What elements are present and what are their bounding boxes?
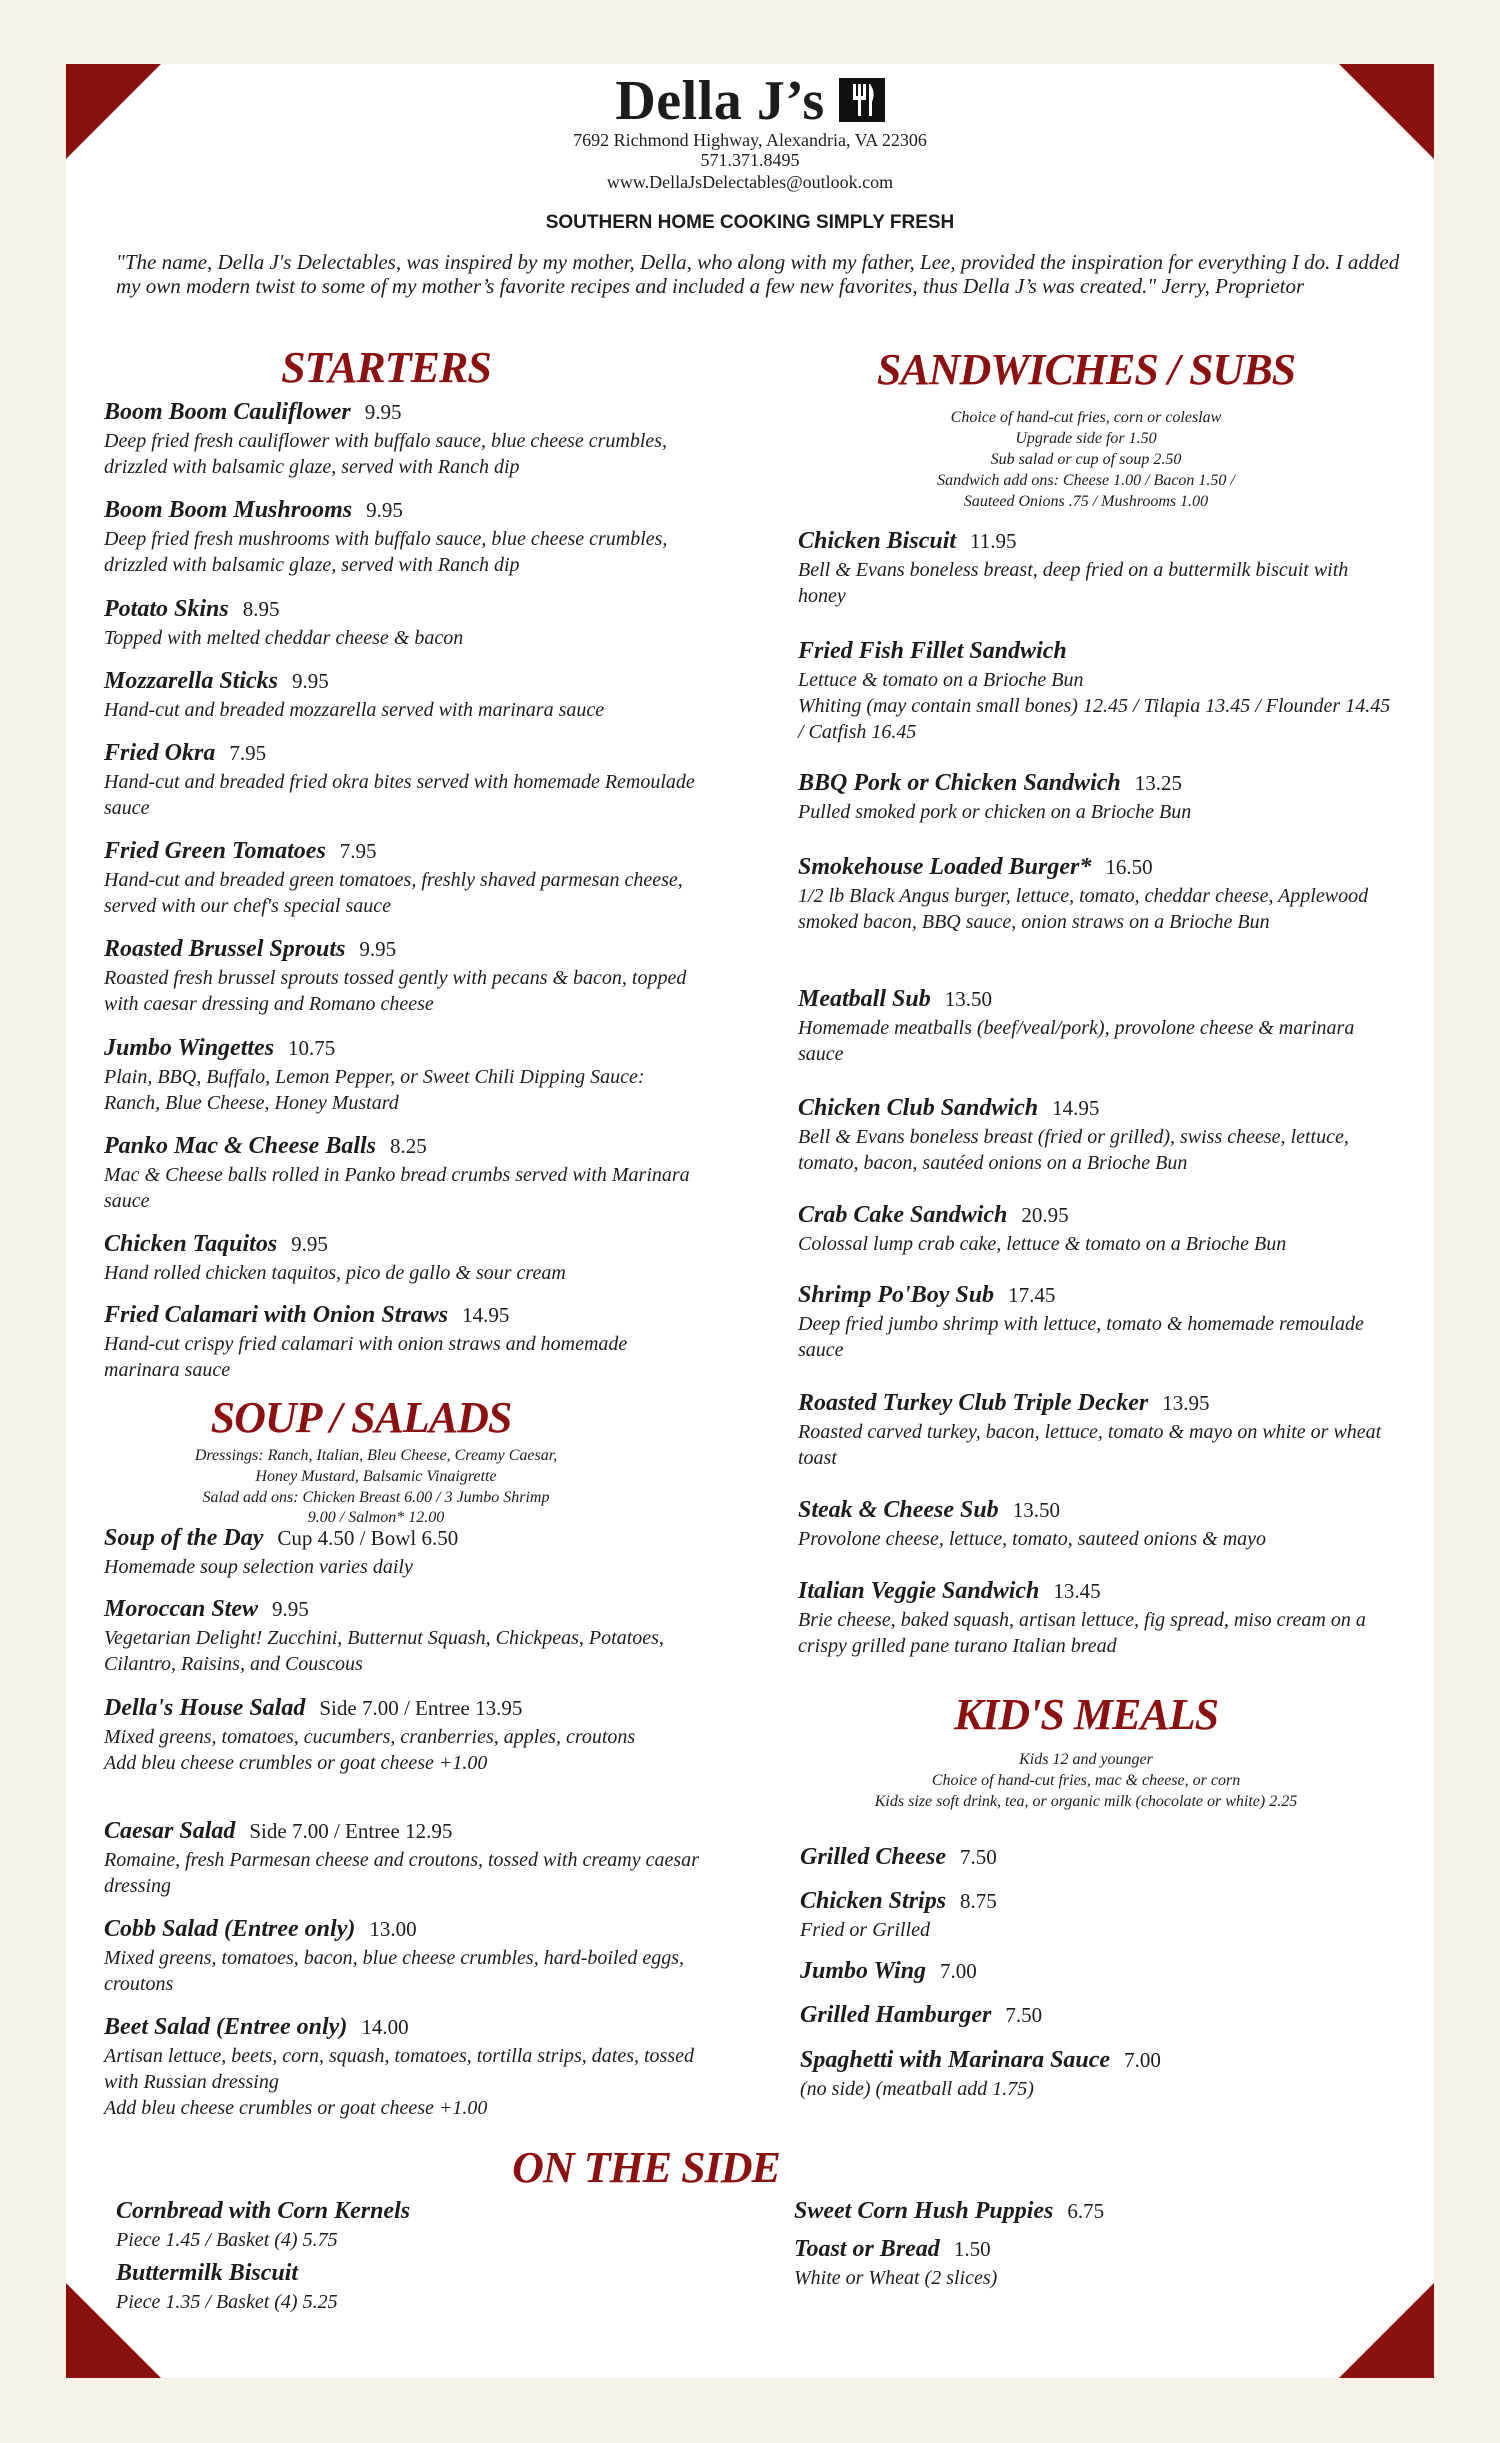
item-heading: [104, 838, 704, 867]
item-name: Italian Veggie Sandwich: [798, 1578, 1040, 1604]
item-description: Deep fried jumbo shrimp with lettuce, tomato & homemade remoulade sauce: [798, 1313, 1364, 1361]
item-name: Fried Calamari with Onion Straws: [104, 1302, 449, 1328]
kids-menu-item: [800, 1958, 1400, 1987]
starters-menu-item: [104, 838, 704, 919]
kids-menu-item: [800, 2047, 1400, 2102]
item-description: Mixed greens, tomatoes, bacon, blue cheese crumbles, hard-boiled eggs, croutons: [104, 1947, 685, 1995]
item-name: Steak & Cheese Sub: [798, 1497, 999, 1523]
starters-menu-item: [104, 1302, 704, 1383]
item-description: Piece 1.45 / Basket (4) 5.75: [116, 2229, 338, 2251]
menu-card: [66, 64, 1434, 2378]
item-heading: [104, 2014, 704, 2043]
item-description: Lettuce & tomato on a Brioche Bun: [798, 669, 1084, 691]
item-name: Soup of the Day: [104, 1525, 264, 1551]
item-name: Meatball Sub: [798, 986, 931, 1012]
item-name: Spaghetti with Marinara Sauce: [800, 2047, 1111, 2073]
starters-menu-item: [104, 936, 704, 1017]
item-description: Mac & Cheese balls rolled in Panko bread crumbs served with Marinara sauce: [104, 1164, 690, 1212]
item-name: Sweet Corn Hush Puppies: [794, 2198, 1054, 2224]
item-description: Homemade soup selection varies daily: [104, 1556, 413, 1578]
soups-section-title: SOUP / SALADS: [210, 1393, 512, 1442]
item-description: Hand rolled chicken taquitos, pico de gallo & sour cream: [104, 1262, 566, 1284]
item-name: Cornbread with Corn Kernels: [116, 2198, 411, 2224]
soups-menu-item: [104, 1818, 704, 1899]
item-price: 1.50: [953, 2237, 991, 2261]
sandwiches-menu-item: [798, 1578, 1398, 1659]
item-name: Boom Boom Cauliflower: [104, 399, 351, 425]
item-price: 14.95: [462, 1303, 510, 1327]
item-price: 13.50: [944, 987, 992, 1011]
item-extra: Add bleu cheese crumbles or goat cheese +1.00: [104, 2097, 488, 2119]
item-description: Roasted carved turkey, bacon, lettuce, tomato & mayo on white or wheat toast: [798, 1421, 1382, 1469]
item-price: 16.50: [1105, 855, 1153, 879]
soups-menu-item: [104, 1596, 704, 1677]
item-heading: [798, 986, 1398, 1015]
soups-menu-item: [104, 1916, 704, 1997]
sandwiches-note-line: Upgrade side for 1.50: [1015, 430, 1157, 447]
item-heading: [800, 2047, 1400, 2076]
kids-note-line: Kids size soft drink, tea, or organic milk (chocolate or white) 2.25: [874, 1793, 1298, 1810]
item-name: Shrimp Po'Boy Sub: [798, 1282, 995, 1308]
phone: 571.371.8495: [700, 150, 800, 170]
item-name: Roasted Turkey Club Triple Decker: [798, 1390, 1149, 1416]
kids-note-line: Choice of hand-cut fries, mac & cheese, or corn: [931, 1772, 1241, 1789]
sandwiches-menu-item: [798, 1497, 1398, 1552]
sandwiches-menu-item: [798, 770, 1398, 825]
sandwiches-note-line: Sandwich add ons: Cheese 1.00 / Bacon 1.50 /: [937, 472, 1235, 489]
item-heading: [104, 596, 704, 625]
item-description: Hand-cut and breaded green tomatoes, freshly shaved parmesan cheese, served with our chef's special sauce: [104, 869, 683, 917]
item-description: Plain, BBQ, Buffalo, Lemon Pepper, or Sweet Chili Dipping Sauce: Ranch, Blue Cheese, Honey Mustard: [104, 1066, 645, 1114]
item-heading: [798, 1202, 1398, 1231]
item-heading: [794, 2198, 1214, 2227]
item-description: Fried or Grilled: [800, 1919, 930, 1941]
item-name: Cobb Salad (Entree only): [104, 1916, 356, 1942]
item-price: 9.95: [359, 937, 397, 961]
item-description: (no side) (meatball add 1.75): [800, 2078, 1034, 2100]
item-description: Provolone cheese, lettuce, tomato, sauteed onions & mayo: [798, 1528, 1267, 1550]
item-heading: [104, 399, 704, 428]
item-heading: [104, 1916, 704, 1945]
item-description: Bell & Evans boneless breast, deep fried on a buttermilk biscuit with honey: [798, 559, 1349, 607]
kids-note-line: Kids 12 and younger: [1019, 1751, 1153, 1768]
item-heading: [104, 1133, 704, 1162]
item-extra: Add bleu cheese crumbles or goat cheese +1.00: [104, 1752, 488, 1774]
item-heading: [798, 1282, 1398, 1311]
item-name: Caesar Salad: [104, 1818, 236, 1844]
item-heading: [800, 1958, 1400, 1987]
soups-menu-item: [104, 1695, 704, 1776]
item-price: 8.25: [390, 1134, 427, 1158]
item-name: Panko Mac & Cheese Balls: [104, 1133, 377, 1159]
item-heading: [104, 1302, 704, 1331]
item-heading: [800, 1844, 1400, 1873]
item-heading: [798, 1497, 1398, 1526]
item-description: Topped with melted cheddar cheese & bacon: [104, 627, 464, 649]
sandwiches-note-line: Choice of hand-cut fries, corn or coleslaw: [950, 409, 1222, 426]
item-description: Deep fried fresh mushrooms with buffalo sauce, blue cheese crumbles, drizzled with balsamic glaze, served with Ranch dip: [104, 528, 668, 576]
item-description: Mixed greens, tomatoes, cucumbers, cranberries, apples, croutons: [104, 1726, 636, 1748]
item-price: 9.95: [364, 400, 402, 424]
sandwiches-section-title: SANDWICHES / SUBS: [876, 345, 1296, 394]
item-description: White or Wheat (2 slices): [794, 2267, 998, 2289]
item-description: Hand-cut and breaded fried okra bites served with homemade Remoulade sauce: [104, 771, 695, 819]
sides-menu-item: [794, 2198, 1214, 2227]
item-heading: [798, 638, 1398, 667]
item-name: Fried Okra: [104, 740, 216, 766]
item-heading: [104, 1231, 704, 1260]
item-price: 9.95: [291, 1232, 328, 1256]
item-heading: [104, 1818, 704, 1847]
item-price: 9.95: [366, 498, 403, 522]
starters-menu-item: [104, 668, 704, 723]
item-name: Jumbo Wingettes: [104, 1035, 275, 1061]
item-price: 9.95: [272, 1597, 309, 1621]
item-name: Della's House Salad: [104, 1695, 306, 1721]
item-description: Artisan lettuce, beets, corn, squash, tomatoes, tortilla strips, dates, tossed with Russian dressing: [104, 2045, 694, 2093]
item-price: 17.45: [1008, 1283, 1056, 1307]
item-heading: [116, 2260, 536, 2289]
item-description: Hand-cut crispy fried calamari with onion straws and homemade marinara sauce: [104, 1333, 628, 1381]
item-name: Crab Cake Sandwich: [798, 1202, 1008, 1228]
sides-menu-item: [116, 2260, 536, 2315]
item-description: 1/2 lb Black Angus burger, lettuce, tomato, cheddar cheese, Applewood smoked bacon, BBQ sauce, onion straws on a Brioche Bun: [798, 885, 1369, 933]
starters-menu-item: [104, 1231, 704, 1286]
sandwiches-menu-item: [798, 986, 1398, 1067]
item-price: 11.95: [970, 529, 1017, 553]
sides-section-title: ON THE SIDE: [512, 2143, 780, 2192]
item-name: Boom Boom Mushrooms: [104, 497, 353, 523]
item-price: 7.00: [940, 1959, 977, 1983]
sandwiches-menu-item: [798, 1282, 1398, 1363]
item-description: Deep fried fresh cauliflower with buffalo sauce, blue cheese crumbles, drizzled with balsamic glaze, served with Ranch dip: [104, 430, 668, 478]
item-name: Chicken Biscuit: [798, 528, 957, 554]
sandwiches-note-line: Sub salad or cup of soup 2.50: [990, 451, 1182, 468]
item-price: 13.00: [369, 1917, 417, 1941]
item-name: Fried Fish Fillet Sandwich: [798, 638, 1067, 664]
soups-note-line: Salad add ons: Chicken Breast 6.00 / 3 Jumbo Shrimp 9.00 / Salmon* 12.00: [202, 1489, 550, 1526]
item-price: 13.25: [1134, 771, 1182, 795]
item-price: Side 7.00 / Entree 12.95: [249, 1819, 453, 1843]
item-name: Jumbo Wing: [800, 1958, 927, 1984]
fork-knife-logo-icon: [839, 78, 885, 122]
item-description: Piece 1.35 / Basket (4) 5.25: [116, 2291, 338, 2313]
item-heading: [104, 1596, 704, 1625]
item-price: 14.00: [361, 2015, 409, 2039]
item-price: Side 7.00 / Entree 13.95: [319, 1696, 523, 1720]
item-extra: Whiting (may contain small bones) 12.45 / Tilapia 13.45 / Flounder 14.45 / Catfish 16.45: [798, 695, 1391, 743]
item-name: Chicken Club Sandwich: [798, 1095, 1039, 1121]
item-name: Beet Salad (Entree only): [104, 2014, 348, 2040]
item-price: 6.75: [1067, 2199, 1105, 2223]
sandwiches-menu-item: [798, 1095, 1398, 1176]
item-name: Moroccan Stew: [104, 1596, 259, 1622]
restaurant-name: Della J’s: [615, 70, 825, 132]
starters-menu-item: [104, 1035, 704, 1116]
sandwiches-menu-item: [798, 854, 1398, 935]
item-heading: [104, 1695, 704, 1724]
item-description: Pulled smoked pork or chicken on a Brioche Bun: [798, 801, 1192, 823]
sides-menu-item: [116, 2198, 536, 2253]
item-price: 13.50: [1012, 1498, 1060, 1522]
item-price: 7.50: [959, 1845, 997, 1869]
item-price: 10.75: [288, 1036, 336, 1060]
item-price: 7.50: [1005, 2003, 1043, 2027]
item-heading: [798, 1095, 1398, 1124]
item-description: Colossal lump crab cake, lettuce & tomato on a Brioche Bun: [798, 1233, 1287, 1255]
item-heading: [798, 854, 1398, 883]
item-price: 7.95: [229, 741, 267, 765]
corner-decoration-bottom-right: [1339, 2283, 1434, 2378]
item-heading: [794, 2236, 1214, 2265]
starters-menu-item: [104, 1133, 704, 1214]
item-description: Hand-cut and breaded mozzarella served with marinara sauce: [104, 699, 605, 721]
item-price: 7.95: [339, 839, 377, 863]
item-name: BBQ Pork or Chicken Sandwich: [798, 770, 1121, 796]
item-heading: [104, 668, 704, 697]
item-price: 8.95: [242, 597, 280, 621]
item-heading: [104, 1525, 704, 1554]
soups-menu-item: [104, 1525, 704, 1580]
kids-section-title: KID'S MEALS: [953, 1690, 1219, 1739]
item-price: 20.95: [1021, 1203, 1069, 1227]
starters-section-title: STARTERS: [281, 343, 491, 392]
item-name: Grilled Hamburger: [800, 2002, 992, 2028]
item-price: 13.95: [1162, 1391, 1210, 1415]
item-description: Vegetarian Delight! Zucchini, Butternut Squash, Chickpeas, Potatoes, Cilantro, Raisins, and Couscous: [104, 1627, 664, 1675]
item-name: Smokehouse Loaded Burger*: [798, 854, 1092, 880]
starters-menu-item: [104, 497, 704, 578]
item-heading: [104, 936, 704, 965]
item-price: Cup 4.50 / Bowl 6.50: [277, 1526, 459, 1550]
item-name: Fried Green Tomatoes: [104, 838, 326, 864]
item-description: Bell & Evans boneless breast (fried or grilled), swiss cheese, lettuce, tomato, bacon, sautéed onions on a Brioche Bun: [798, 1126, 1349, 1174]
soups-menu-item: [104, 2014, 704, 2121]
soups-note-line: Honey Mustard, Balsamic Vinaigrette: [255, 1468, 497, 1485]
sandwiches-menu-item: [798, 528, 1398, 609]
sandwiches-menu-item: [798, 1202, 1398, 1257]
item-heading: [800, 2002, 1400, 2031]
item-description: Homemade meatballs (beef/veal/pork), provolone cheese & marinara sauce: [798, 1017, 1355, 1065]
item-price: 7.00: [1124, 2048, 1161, 2072]
sandwiches-note-line: Sauteed Onions .75 / Mushrooms 1.00: [963, 493, 1209, 510]
item-heading: [800, 1888, 1400, 1917]
item-name: Mozzarella Sticks: [104, 668, 279, 694]
restaurant-title: [66, 69, 1434, 133]
kids-menu-item: [800, 1844, 1400, 1873]
item-name: Chicken Strips: [800, 1888, 947, 1914]
item-name: Buttermilk Biscuit: [116, 2260, 299, 2286]
website[interactable]: www.DellaJsDelectables@outlook.com: [606, 172, 894, 192]
item-price: 13.45: [1053, 1579, 1101, 1603]
sandwiches-menu-item: [798, 1390, 1398, 1471]
tagline: SOUTHERN HOME COOKING SIMPLY FRESH: [545, 212, 955, 233]
item-heading: [116, 2198, 536, 2227]
item-heading: [798, 528, 1398, 557]
item-price: 8.75: [960, 1889, 997, 1913]
kids-menu-item: [800, 2002, 1400, 2031]
item-description: Romaine, fresh Parmesan cheese and croutons, tossed with creamy caesar dressing: [104, 1849, 699, 1897]
item-description: Brie cheese, baked squash, artisan lettuce, fig spread, miso cream on a crispy grilled pane turano Italian bread: [798, 1609, 1366, 1657]
item-heading: [798, 1578, 1398, 1607]
item-description: Roasted fresh brussel sprouts tossed gently with pecans & bacon, topped with caesar dressing and Romano cheese: [104, 967, 687, 1015]
starters-menu-item: [104, 399, 704, 480]
sides-menu-item: [794, 2236, 1214, 2291]
item-name: Toast or Bread: [794, 2236, 940, 2262]
item-price: 9.95: [292, 669, 329, 693]
item-heading: [104, 497, 704, 526]
sandwiches-menu-item: [798, 638, 1398, 745]
item-heading: [104, 1035, 704, 1064]
intro-quote: "The name, Della J's Delectables, was inspired by my mother, Della, who along with my father, Lee, provided the inspiration for everything I do. I added my own modern twist to some of my mother’s favorite recipes and included a few new favorites, thus Della J’s was created." Jerry, Proprietor: [116, 250, 1400, 298]
item-price: 14.95: [1052, 1096, 1100, 1120]
item-name: Grilled Cheese: [800, 1844, 946, 1870]
starters-menu-item: [104, 740, 704, 821]
item-heading: [798, 770, 1398, 799]
item-name: Chicken Taquitos: [104, 1231, 278, 1257]
item-name: Roasted Brussel Sprouts: [104, 936, 346, 962]
item-name: Potato Skins: [104, 596, 229, 622]
item-heading: [104, 740, 704, 769]
item-heading: [798, 1390, 1398, 1419]
soups-note-line: Dressings: Ranch, Italian, Bleu Cheese, Creamy Caesar,: [194, 1447, 558, 1464]
address: 7692 Richmond Highway, Alexandria, VA 22306: [573, 130, 927, 150]
kids-menu-item: [800, 1888, 1400, 1943]
starters-menu-item: [104, 596, 704, 651]
